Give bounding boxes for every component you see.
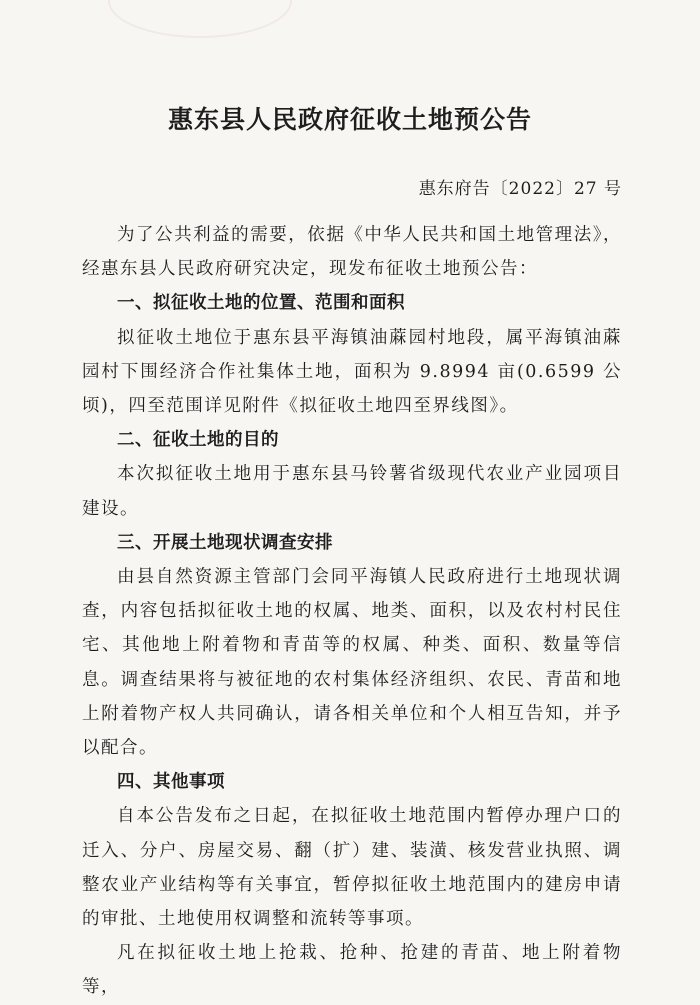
seal-trace <box>108 0 292 38</box>
section-4-paragraph-1: 自本公告发布之日起，在拟征收土地范围内暂停办理户口的迁入、分户、房屋交易、翻（扩）建、装潢、核发营业执照、调整农业产业结构等有关事宜，暂停拟征收土地范围内的建房申请的审批、土地使用权调整和流转等事项。 <box>82 806 622 930</box>
section-3-paragraph: 由县自然资源主管部门会同平海镇人民政府进行土地现状调查，内容包括拟征收土地的权属、地类、面积，以及农村村民住宅、其他地上附着物和青苗等的权属、种类、面积、数量等信息。调查结果将与被征地的农村集体经济组织、农民、青苗和地上附着物产权人共同确认，请各相关单位和个人相互告知，并予以配合。 <box>82 567 622 759</box>
section-2-paragraph: 本次拟征收土地用于惠东县马铃薯省级现代农业产业园项目建设。 <box>82 464 622 519</box>
intro-paragraph: 为了公共利益的需要，依据《中华人民共和国土地管理法》，经惠东县人民政府研究决定，现发布征收土地预公告： <box>82 225 622 280</box>
document-body <box>82 218 622 1005</box>
section-heading-3: 三、开展土地现状调查安排 <box>117 532 333 553</box>
document-title: 惠东县人民政府征收土地预公告 <box>167 105 532 134</box>
section-1-paragraph: 拟征收土地位于惠东县平海镇油蔴园村地段，属平海镇油蔴园村下围经济合作社集体土地，面积为 9.8994 亩(0.6599 公顷)，四至范围详见附件《拟征收土地四至界线图》。 <box>82 327 622 417</box>
section-heading-4: 四、其他事项 <box>117 772 225 793</box>
document-number: 惠东府告〔2022〕27 号 <box>418 179 622 199</box>
section-heading-2: 二、征收土地的目的 <box>117 430 279 451</box>
section-4-paragraph-2: 凡在拟征收土地上抢栽、抢种、抢建的青苗、地上附着物等， <box>82 943 622 998</box>
section-heading-1: 一、拟征收土地的位置、范围和面积 <box>117 293 405 314</box>
